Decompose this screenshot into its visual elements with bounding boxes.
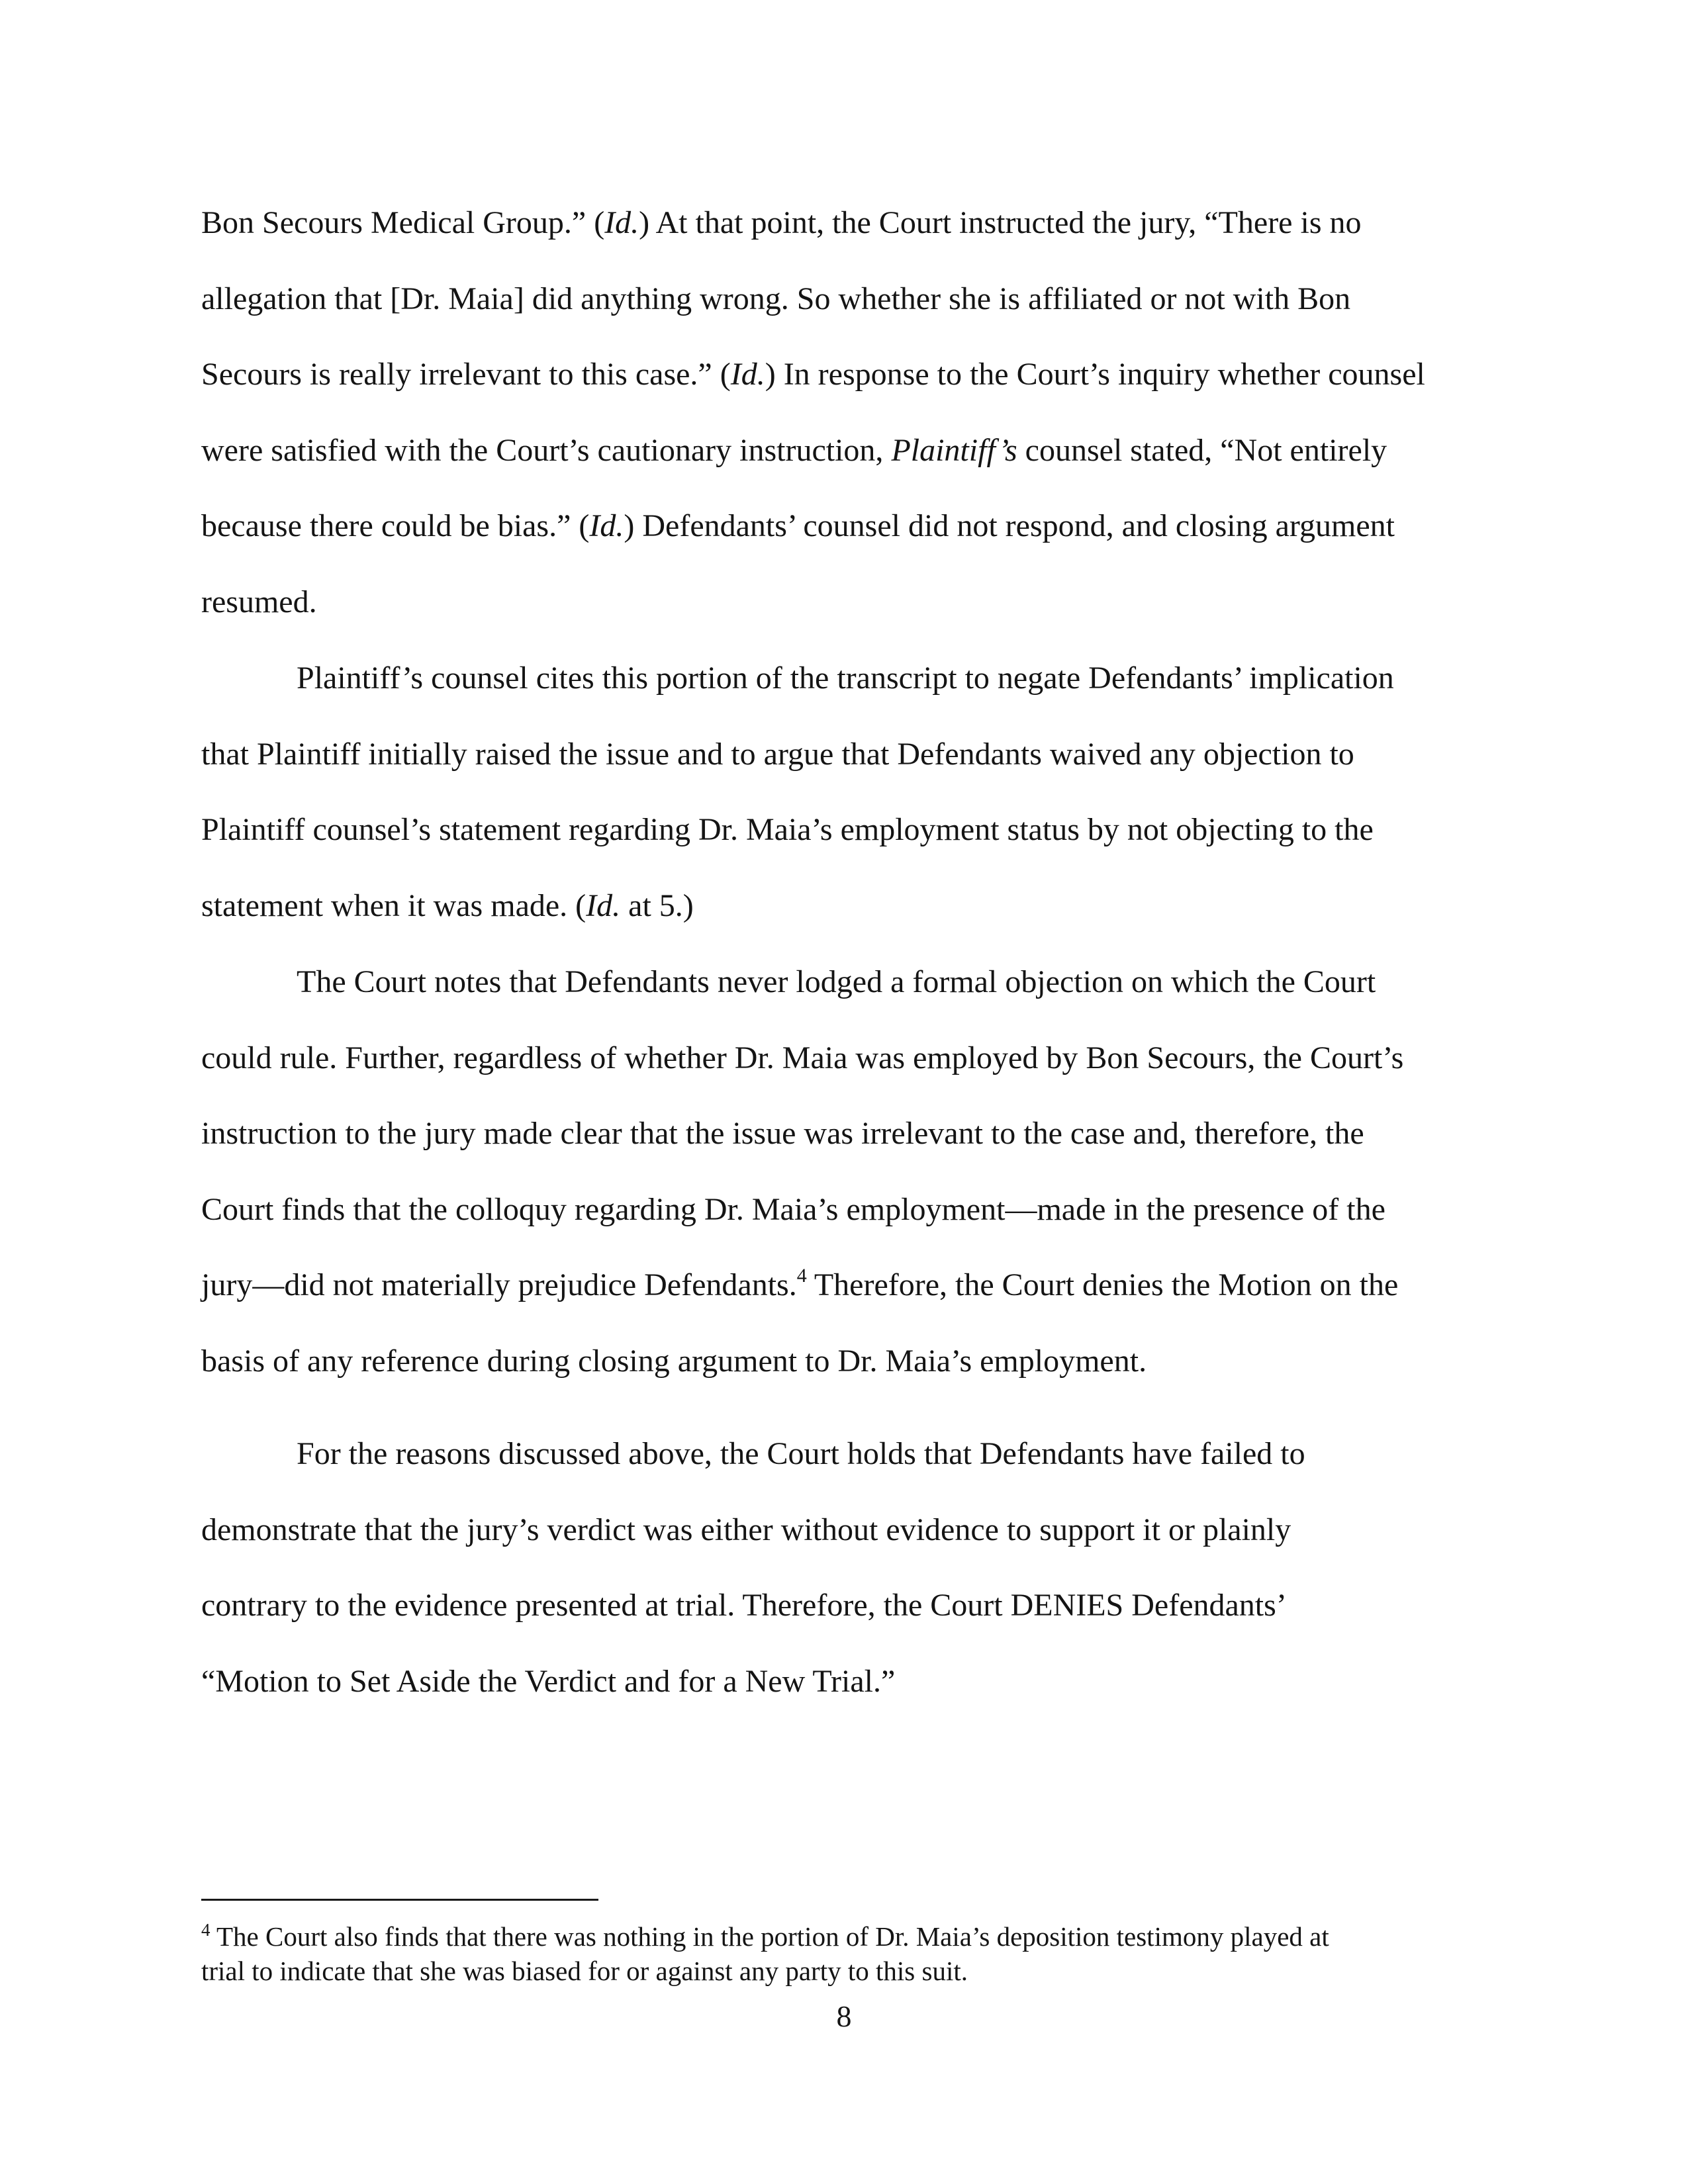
text-run: were satisfied with the Court’s cautionary instruction, bbox=[201, 432, 892, 468]
footnote-reference[interactable]: 4 bbox=[796, 1265, 807, 1287]
footnote-line: trial to indicate that she was biased for or against any party to this suit. bbox=[201, 1956, 968, 1986]
paragraph-line bbox=[201, 1248, 1492, 1324]
paragraph-line: “Motion to Set Aside the Verdict and for a New Trial.” bbox=[201, 1663, 896, 1699]
italic-party-name: Plaintiff’s bbox=[891, 432, 1017, 468]
paragraph-line: Plaintiff’s counsel cites this portion of the transcript to negate Defendants’ implication bbox=[297, 660, 1394, 696]
paragraph-2 bbox=[201, 641, 1492, 944]
paragraph-4 bbox=[201, 1416, 1492, 1719]
text-run: ) Defendants’ counsel did not respond, and closing argument bbox=[624, 508, 1395, 543]
text-run: statement when it was made. ( bbox=[201, 887, 586, 923]
citation: Id. bbox=[604, 205, 639, 240]
paragraph-line bbox=[201, 413, 1492, 489]
footnote-separator bbox=[201, 1899, 598, 1901]
paragraph-line: For the reasons discussed above, the Court holds that Defendants have failed to bbox=[297, 1436, 1305, 1471]
paragraph-line: basis of any reference during closing argument to Dr. Maia’s employment. bbox=[201, 1343, 1147, 1379]
footnote-line bbox=[201, 1919, 1479, 1954]
text-run: ) In response to the Court’s inquiry whether counsel bbox=[765, 357, 1425, 392]
paragraph-line: allegation that [Dr. Maia] did anything wrong. So whether she is affiliated or not with Bon bbox=[201, 281, 1351, 316]
text-run: jury—did not materially prejudice Defendants. bbox=[201, 1267, 797, 1302]
text-run: counsel stated, “Not entirely bbox=[1017, 432, 1387, 468]
text-run: at 5.) bbox=[620, 887, 694, 923]
text-run: Therefore, the Court denies the Motion on the bbox=[806, 1267, 1399, 1302]
footnote-text: The Court also finds that there was nothing in the portion of Dr. Maia’s deposition testimony played at bbox=[216, 1921, 1329, 1952]
paragraph-line: demonstrate that the jury’s verdict was either without evidence to support it or plainly bbox=[201, 1512, 1291, 1547]
paragraph-line: Court finds that the colloquy regarding Dr. Maia’s employment—made in the presence of the bbox=[201, 1191, 1385, 1227]
paragraph-line bbox=[201, 488, 1492, 565]
paragraph-line bbox=[201, 868, 1492, 944]
paragraph-line bbox=[201, 337, 1492, 413]
footnote-number: 4 bbox=[201, 1920, 211, 1940]
paragraph-line: resumed. bbox=[201, 584, 317, 619]
paragraph-3 bbox=[201, 944, 1492, 1399]
text-run: ) At that point, the Court instructed the jury, “There is no bbox=[639, 205, 1362, 240]
footnote bbox=[201, 1919, 1479, 1988]
paragraph-line: Plaintiff counsel’s statement regarding Dr. Maia’s employment status by not objecting to the bbox=[201, 812, 1374, 847]
paragraph-line: contrary to the evidence presented at trial. Therefore, the Court DENIES Defendants’ bbox=[201, 1588, 1287, 1623]
paragraph-line: The Court notes that Defendants never lodged a formal objection on which the Court bbox=[297, 964, 1376, 999]
paragraph-line: could rule. Further, regardless of whether Dr. Maia was employed by Bon Secours, the Court’s bbox=[201, 1040, 1404, 1075]
citation: Id. bbox=[586, 887, 621, 923]
paragraph-1 bbox=[201, 185, 1492, 640]
text-run: Bon Secours Medical Group.” ( bbox=[201, 205, 605, 240]
page-number: 8 bbox=[836, 1999, 852, 2033]
text-run: because there could be bias.” ( bbox=[201, 508, 590, 543]
paragraph-line: instruction to the jury made clear that the issue was irrelevant to the case and, therefore, the bbox=[201, 1116, 1364, 1151]
text-run: Secours is really irrelevant to this case.” ( bbox=[201, 357, 731, 392]
paragraph-line: that Plaintiff initially raised the issue and to argue that Defendants waived any objection to bbox=[201, 736, 1354, 772]
citation: Id. bbox=[589, 508, 624, 543]
citation: Id. bbox=[730, 357, 765, 392]
paragraph-line bbox=[201, 185, 1492, 261]
